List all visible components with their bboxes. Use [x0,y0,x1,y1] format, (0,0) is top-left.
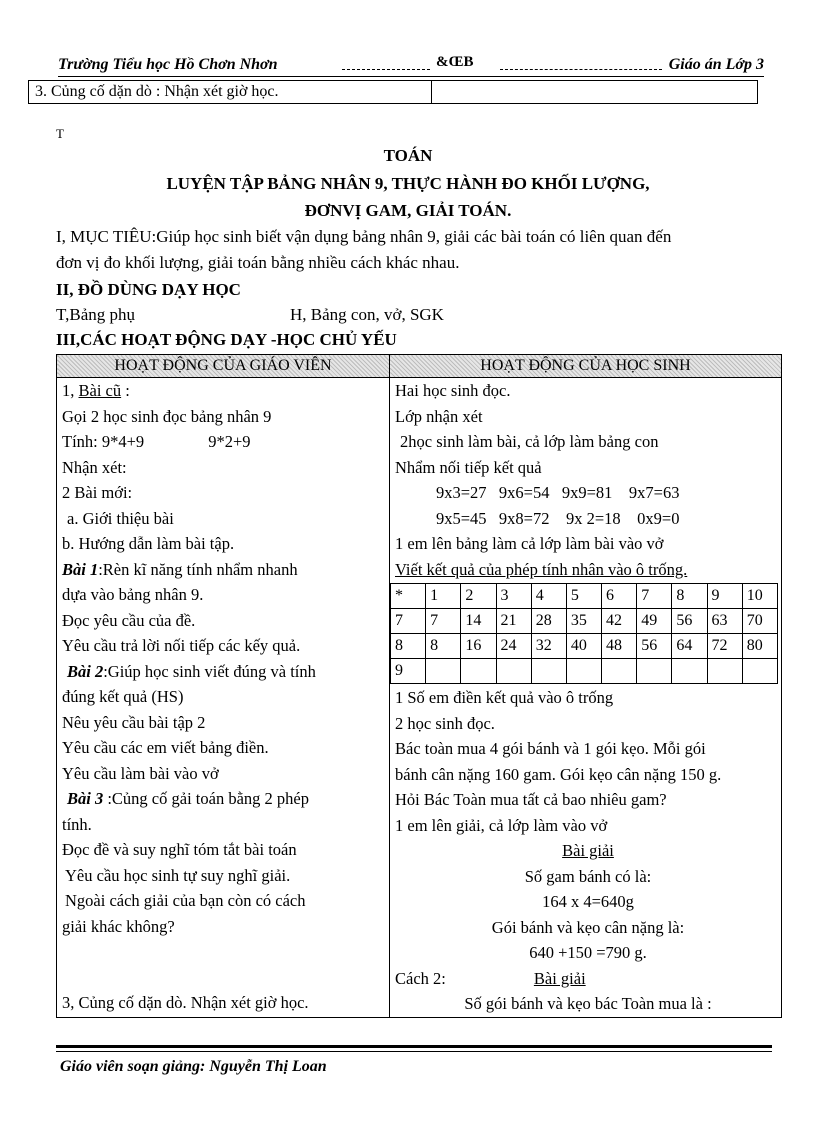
grid-cell [426,659,461,684]
student-row: 1 Số em điền kết quả vào ô trống [395,688,614,707]
grid-cell [672,659,707,684]
grid-row [391,584,778,609]
student-row: 640 +150 =790 g. [529,943,647,962]
objective-line2: đơn vị đo khối lượng, giải toán bằng nhiều cách khác nhau. [56,253,460,272]
old-lesson-label: Bài cũ [78,381,122,400]
previous-lesson-empty-cell [432,81,758,104]
grid-cell: 1 [426,584,461,609]
grid-cell: 48 [602,634,637,659]
teacher-row: đúng kết quả (HS) [62,687,184,706]
header-dash [342,69,430,70]
previous-lesson-cell [29,81,432,104]
grid-cell: 7 [391,609,426,634]
teacher-blank-row [57,965,389,991]
grid-cell [637,659,672,684]
grid-cell: 28 [531,609,566,634]
header-dash [500,69,662,70]
grid-cell: * [391,584,426,609]
previous-lesson-table [28,80,758,104]
footer-rule-thin [56,1051,772,1052]
teacher-row: Bài 3 :Củng cố gải toán bằng 2 phép [67,789,309,808]
grid-cell: 14 [461,609,496,634]
student-column-header: HOẠT ĐỘNG CỦA HỌC SINH [390,355,782,378]
grid-cell: 8 [426,634,461,659]
student-row: Gói bánh và kẹo cân nặng là: [491,917,685,937]
teacher-row: Ngoài cách giải của bạn còn có cách [65,891,306,910]
grid-cell: 4 [531,584,566,609]
teacher-row: a. Giới thiệu bài [67,508,174,528]
stray-mark: T [56,126,64,141]
student-row: 9x3=27 9x6=54 9x9=81 9x7=63 [436,483,680,502]
teacher-activities [57,378,390,1018]
student-row: Cách 2: Bài giải [395,968,586,988]
grid-cell: 70 [742,609,777,634]
teacher-row: 2 Bài mới: [62,483,133,502]
grid-cell [496,659,531,684]
grid-cell [707,659,742,684]
teacher-row: Bài 2:Giúp học sinh viết đúng và tính [67,661,316,681]
grid-cell: 35 [566,609,601,634]
grid-cell: 49 [637,609,672,634]
grid-row [391,634,778,659]
grid-cell: 21 [496,609,531,634]
subject-title: TOÁN [383,146,433,165]
grid-cell: 32 [531,634,566,659]
teacher-row: tính. [62,814,92,834]
student-row: Nhẩm nối tiếp kết quả [395,457,542,477]
grid-cell: 9 [707,584,742,609]
objective-line1: I, MỤC TIÊU:Giúp học sinh biết vận dụng bảng nhân 9, giải các bài toán có liên quan đến [56,227,672,246]
grid-row [391,609,778,634]
teacher-row: Yêu cầu học sinh tự suy nghĩ giải. [65,865,291,885]
student-row: 2học sinh làm bài, cả lớp làm bảng con [400,432,659,451]
grid-cell: 63 [707,609,742,634]
grid-cell: 42 [602,609,637,634]
teacher-row: Đọc đề và suy nghĩ tóm tắt bài toán [62,840,297,859]
equipment-heading: II, ĐỒ DÙNG DẠY HỌC [56,280,241,299]
teacher-row: Yêu cầu làm bài vào vở [62,763,219,783]
student-row: 1 em lên bảng làm cả lớp làm bài vào vở [395,534,664,553]
previous-lesson-text: 3. Củng cố dặn dò : Nhận xét giờ học. [35,83,279,100]
grid-cell: 8 [391,634,426,659]
grid-row [391,659,778,684]
teacher-row: Tính: 9*4+9 9*2+9 [62,432,251,451]
grid-cell: 6 [602,584,637,609]
grid-cell: 8 [672,584,707,609]
grid-cell [566,659,601,684]
grid-cell: 10 [742,584,777,609]
student-row: 164 x 4=640g [542,892,634,911]
header-ornament: &ŒB [436,54,474,70]
teacher-row: Bài 1:Rèn kĩ năng tính nhẩm nhanh [62,559,298,579]
grid-cell: 80 [742,634,777,659]
grid-cell: 40 [566,634,601,659]
student-activities [390,378,782,1018]
teacher-row: 3, Củng cố dặn dò. Nhận xét giờ học. [62,993,309,1012]
grid-cell [461,659,496,684]
equipment-student: H, Bảng con, vở, SGK [290,305,444,324]
header-rule [58,76,764,77]
student-row: 1 em lên giải, cả lớp làm vào vở [395,815,608,835]
grid-cell: 72 [707,634,742,659]
grid-cell [742,659,777,684]
grid-cell: 5 [566,584,601,609]
grid-cell: 16 [461,634,496,659]
student-row: Bác toàn mua 4 gói bánh và 1 gói kẹo. Mỗi gói [395,739,706,758]
lesson-title-line2: ĐƠNVỊ GAM, GIẢI TOÁN. [304,201,512,220]
footer-author: Giáo viên soạn giảng: Nguyễn Thị Loan [60,1058,327,1075]
teacher-row: Nhận xét: [62,457,127,477]
teacher-row: Gọi 2 học sinh đọc bảng nhân 9 [62,406,272,426]
teacher-row: Yêu cầu các em viết bảng điền. [62,738,269,757]
student-row: Lớp nhận xét [395,406,483,426]
student-row: Hai học sinh đọc. [395,381,511,400]
page-header [58,56,764,78]
grid-cell [602,659,637,684]
school-name: Trường Tiểu học Hồ Chơn Nhơn [58,56,278,73]
equipment-teacher: T,Bảng phụ [56,305,136,324]
activities-heading: III,CÁC HOẠT ĐỘNG DẠY -HỌC CHỦ YẾU [56,330,397,349]
teacher-row: 1, Bài cũ : [62,381,130,400]
student-row: bánh cân nặng 160 gam. Gói kẹo cân nặng 150 g. [395,764,722,784]
teacher-row: Đọc yêu cầu của đề. [62,610,196,630]
grid-cell: 64 [672,634,707,659]
lesson-grade: Giáo án Lớp 3 [668,56,764,73]
teacher-column-header: HOẠT ĐỘNG CỦA GIÁO VIÊN [57,355,390,378]
grid-cell: 9 [391,659,426,684]
grid-cell: 2 [461,584,496,609]
student-row: Viết kết quả của phép tính nhân vào ô trống. [395,559,688,579]
footer-rule-thick [56,1045,772,1048]
teacher-row: dựa vào bảng nhân 9. [62,585,204,604]
lesson-title-line1: LUYỆN TẬP BẢNG NHÂN 9, THỰC HÀNH ĐO KHỐI LƯỢNG, [166,174,650,193]
teacher-blank-row [57,939,389,965]
solution-heading: Bài giải [562,841,614,860]
student-row: 9x5=45 9x8=72 9x 2=18 0x9=0 [436,508,680,528]
teacher-row: Nêu yêu cầu bài tập 2 [62,712,206,732]
solution-heading-2: Bài giải [533,968,586,988]
activities-table [56,354,782,1018]
grid-cell: 7 [426,609,461,634]
grid-cell: 56 [637,634,672,659]
grid-cell: 24 [496,634,531,659]
student-row: Số gam bánh có là: [524,866,652,886]
grid-cell: 7 [637,584,672,609]
grid-cell: 56 [672,609,707,634]
grid-cell: 3 [496,584,531,609]
grid-cell [531,659,566,684]
teacher-row: Yêu cầu trả lời nối tiếp các kếy quả. [62,636,301,655]
multiplication-grid [390,583,778,684]
teacher-row: giải khác không? [62,916,175,936]
student-row: Hỏi Bác Toàn mua tất cả bao nhiêu gam? [395,790,667,809]
student-row: Số gói bánh và kẹo bác Toàn mua là : [464,994,712,1013]
teacher-row: b. Hướng dẫn làm bài tập. [62,534,235,553]
student-row: 2 học sinh đọc. [395,713,495,733]
